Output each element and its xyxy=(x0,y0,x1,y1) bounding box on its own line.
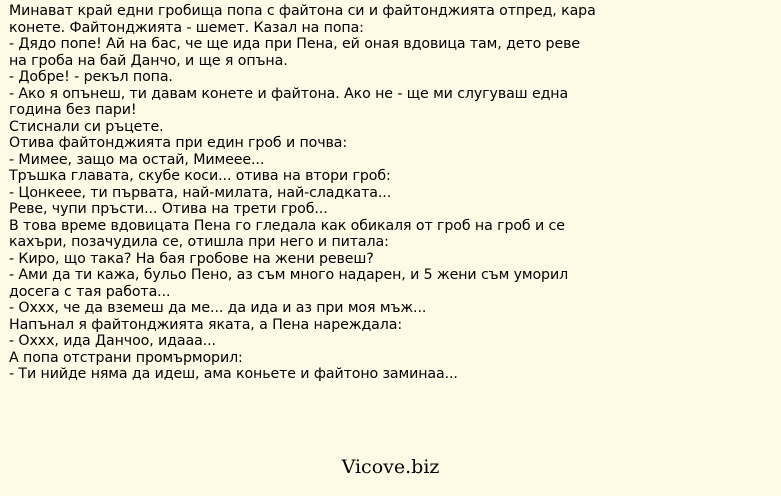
text-line: А попа отстрани промърморил: xyxy=(9,349,243,366)
text-line: - Охxx, че да вземеш да ме... да ида и аз при моя мъж... xyxy=(9,300,427,316)
text-line: - Ти нийде няма да идеш, ама коньете и файтоно заминаа... xyxy=(9,366,458,382)
site-watermark: Vicove.biz xyxy=(341,456,440,478)
text-line: В това време вдовицата Пена го гледала как обикаля от гроб на гроб и се xyxy=(9,217,565,234)
text-line: Стиснали си ръцете. xyxy=(9,118,164,135)
text-line: Реве, чупи пръсти... Отива на трети гроб... xyxy=(9,201,328,217)
joke-text xyxy=(9,3,774,383)
text-line: Отива файтонджията при един гроб и почва: xyxy=(9,135,348,151)
text-line: година без пари! xyxy=(9,102,137,118)
text-line: - Цонкеее, ти първата, най-милата, най-сладката... xyxy=(9,184,392,201)
text-line: досега с тая работа... xyxy=(9,283,171,300)
text-line: кахъри, позачудила се, отишла при него и питала: xyxy=(9,234,389,250)
text-line: - Мимее, защо ма остай, Мимеее... xyxy=(9,151,265,168)
text-line: - Ами да ти кажа, бульо Пено, аз съм много надарен, и 5 жени съм уморил xyxy=(9,267,569,283)
text-line: - Добре! - рекъл попа. xyxy=(9,69,173,85)
text-line: конете. Файтонджията - шемет. Казал на попа: xyxy=(9,19,364,36)
text-line: Минават край едни гробища попа с файтона си и файтонджията отпред, кара xyxy=(9,3,596,19)
text-line: - Дядо попе! Ай на бас, че ще ида при Пена, ей оная вдовица там, дето реве xyxy=(9,36,580,52)
text-line: - Ако я опънеш, ти давам конете и файтона. Ако не - ще ми слугуваш една xyxy=(9,85,569,102)
text-line: Тръшка главата, скубе коси... отива на втори гроб: xyxy=(9,168,391,184)
text-line: - Киро, що така? На бая гробове на жени ревеш? xyxy=(9,250,374,267)
text-line: на гроба на бай Данчо, и ще я опъна. xyxy=(9,52,288,69)
text-line: Напънал я файтонджията яката, а Пена нареждала: xyxy=(9,316,403,333)
text-line: - Охxx, ида Данчоо, идааа... xyxy=(9,333,216,349)
